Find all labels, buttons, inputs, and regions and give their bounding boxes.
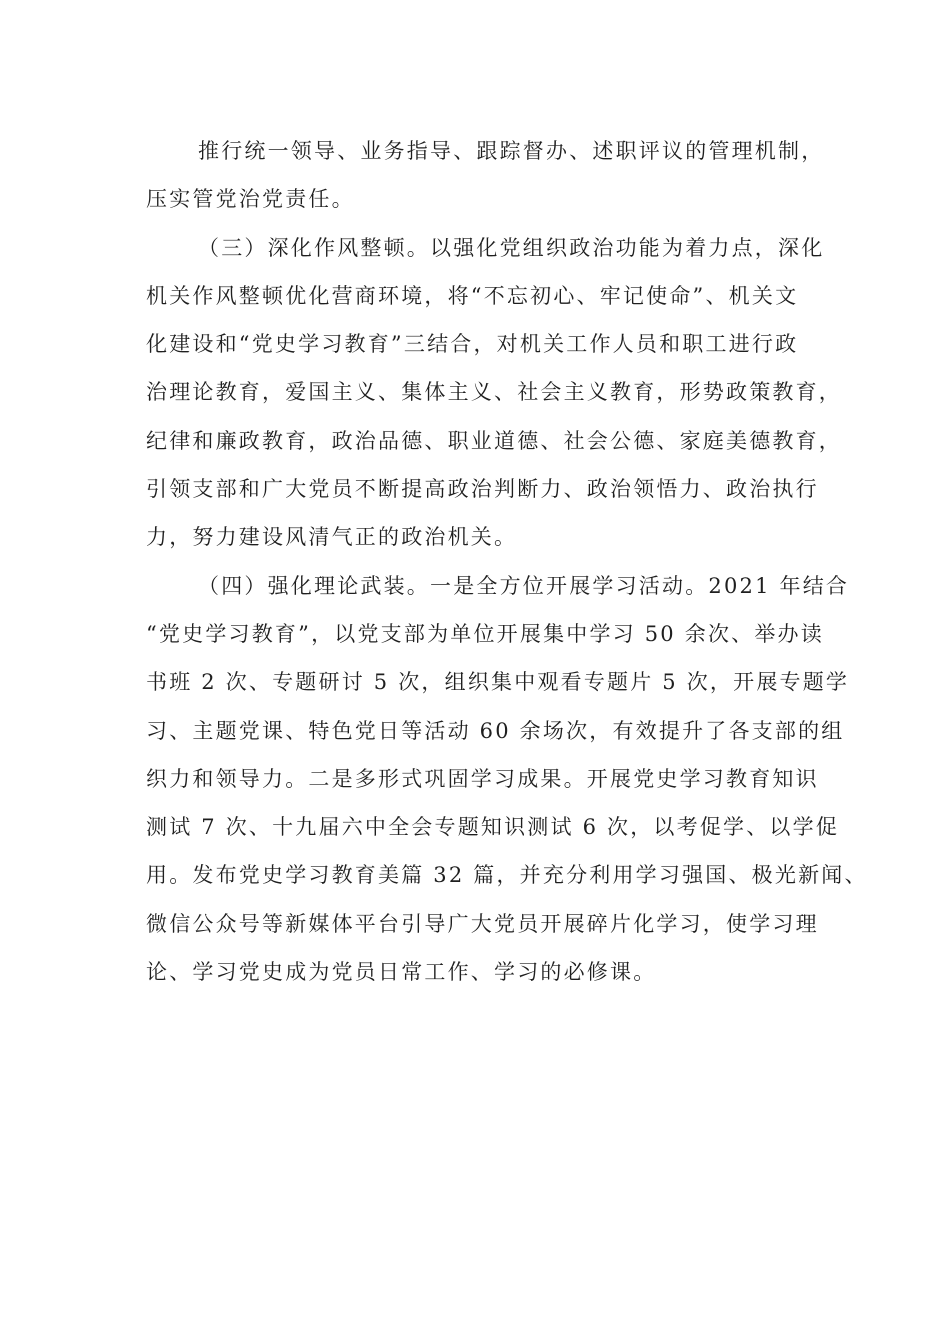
- text-line: 论、学习党史成为党员日常工作、学习的必修课。: [146, 960, 657, 985]
- text-line: 推行统一领导、业务指导、跟踪督办、述职评议的管理机制，: [198, 139, 825, 163]
- text-line: （三）深化作风整顿。以强化党组织政治功能为着力点，深化: [198, 235, 825, 260]
- text-line: 习、主题党课、特色党日等活动 60 余场次，有效提升了各支部的组: [146, 718, 845, 743]
- text-line: “党史学习教育”，以党支部为单位开展集中学习 50 余次、举办读: [146, 621, 824, 646]
- text-line: 书班 2 次、专题研讨 5 次，组织集中观看专题片 5 次，开展专题学: [146, 670, 850, 695]
- text-line: 织力和领导力。二是多形式巩固学习成果。开展党史学习教育知识: [146, 766, 819, 791]
- text-line: 力，努力建设风清气正的政治机关。: [146, 525, 518, 550]
- text-line: 治理论教育，爱国主义、集体主义、社会主义教育，形势政策教育，: [146, 380, 842, 405]
- text-line: 化建设和“党史学习教育”三结合，对机关工作人员和职工进行政: [146, 332, 799, 357]
- text-line: 纪律和廉政教育，政治品德、职业道德、社会公德、家庭美德教育，: [146, 428, 842, 453]
- text-line: 机关作风整顿优化营商环境，将“不忘初心、牢记使命”、机关文: [146, 283, 799, 308]
- text-line: 引领支部和广大党员不断提高政治判断力、政治领悟力、政治执行: [146, 477, 819, 502]
- paragraph-continuation: [146, 131, 826, 228]
- text-line: 压实管党治党责任。: [146, 187, 355, 212]
- paragraph-theory: [146, 566, 868, 1001]
- paragraph-work-style: [146, 228, 842, 566]
- text-line: 微信公众号等新媒体平台引导广大党员开展碎片化学习，使学习理: [146, 911, 819, 936]
- document-body: [146, 131, 868, 1000]
- text-line: 测试 7 次、十九届六中全会专题知识测试 6 次，以考促学、以学促: [146, 815, 840, 840]
- text-line: 用。发布党史学习教育美篇 32 篇，并充分利用学习强国、极光新闻、: [146, 863, 868, 888]
- text-line: （四）强化理论武装。一是全方位开展学习活动。2021 年结合: [198, 573, 850, 598]
